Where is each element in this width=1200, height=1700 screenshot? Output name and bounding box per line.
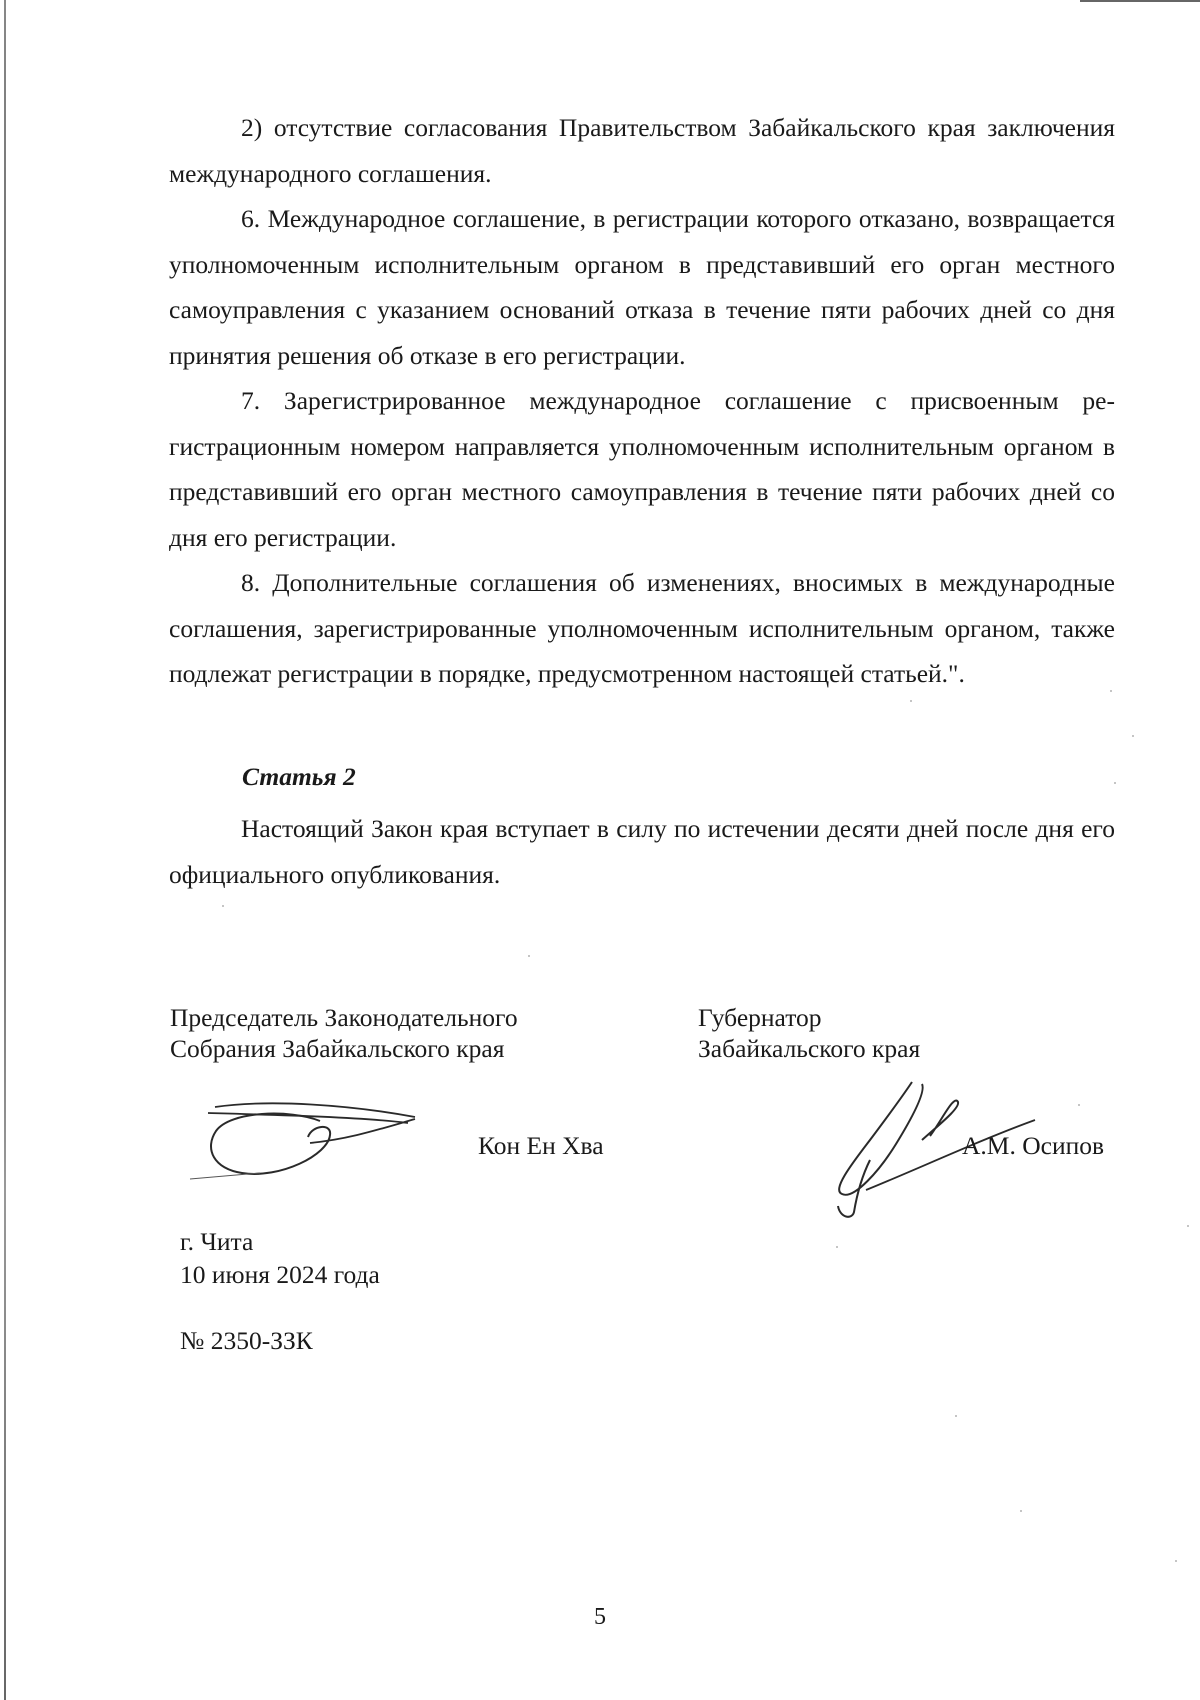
scan-speck xyxy=(528,955,530,957)
left-signature xyxy=(180,1095,430,1195)
scan-speck xyxy=(836,1246,838,1248)
left-position-line2: Собрания Забайкальского края xyxy=(170,1034,505,1063)
paragraph-8: 8. Дополнительные соглашения об изменениях, вносимых в международные соглашения, зарегистрированные уполномоченным исполнительным органом, также подлежат регистрации в порядке, предусмотренном настоящей статьей.". xyxy=(169,568,1115,688)
right-signatory-name: А.М. Осипов xyxy=(962,1131,1105,1160)
right-position-line2: Забайкальского края xyxy=(698,1034,921,1063)
date: 10 июня 2024 года xyxy=(180,1260,380,1289)
left-signatory-name: Кон Ен Хва xyxy=(478,1131,604,1160)
document-number: № 2350-ЗЗК xyxy=(180,1326,313,1355)
scan-speck xyxy=(1020,1510,1022,1512)
scan-speck xyxy=(910,700,912,702)
scan-left-edge xyxy=(4,0,6,1700)
page-number: 5 xyxy=(594,1604,606,1630)
scan-speck xyxy=(1132,735,1134,737)
scan-top-edge xyxy=(1080,0,1200,2)
article-body xyxy=(169,806,1115,897)
main-text xyxy=(169,105,1115,697)
scan-speck xyxy=(222,905,224,907)
scan-speck xyxy=(1187,1225,1189,1227)
scan-speck xyxy=(1078,1104,1080,1106)
right-position-line1: Губернатор xyxy=(698,1003,822,1032)
article-text: Настоящий Закон края вступает в силу по истечении десяти дней после дня его официального опубликования. xyxy=(169,814,1115,889)
article-title: Статья 2 xyxy=(242,762,356,791)
paragraph-7: 7. Зарегистрированное международное соглашение с присвоенным регистрационным номером направляется уполномоченным исполнительным органом в представивший его орган местного самоуправления в течение пяти рабочих дней со дня его регистрации. xyxy=(169,386,1115,552)
paragraph-6: 6. Международное соглашение, в регистрации которого отказано, возвращается уполномоченным исполнительным органом в представивший его орган местного самоуправления с указанием оснований отказа в течение пяти рабочих дней со дня принятия решения об отказе в его регистрации. xyxy=(169,204,1115,370)
left-position-line1: Председатель Законодательного xyxy=(170,1003,518,1032)
paragraph-item-2: 2) отсутствие согласования Правительством Забайкальского края заключения международного соглашения. xyxy=(169,113,1115,188)
scan-speck xyxy=(1175,1560,1177,1562)
scan-speck xyxy=(955,1415,957,1417)
place: г. Чита xyxy=(180,1227,254,1256)
scan-speck xyxy=(1114,782,1116,784)
